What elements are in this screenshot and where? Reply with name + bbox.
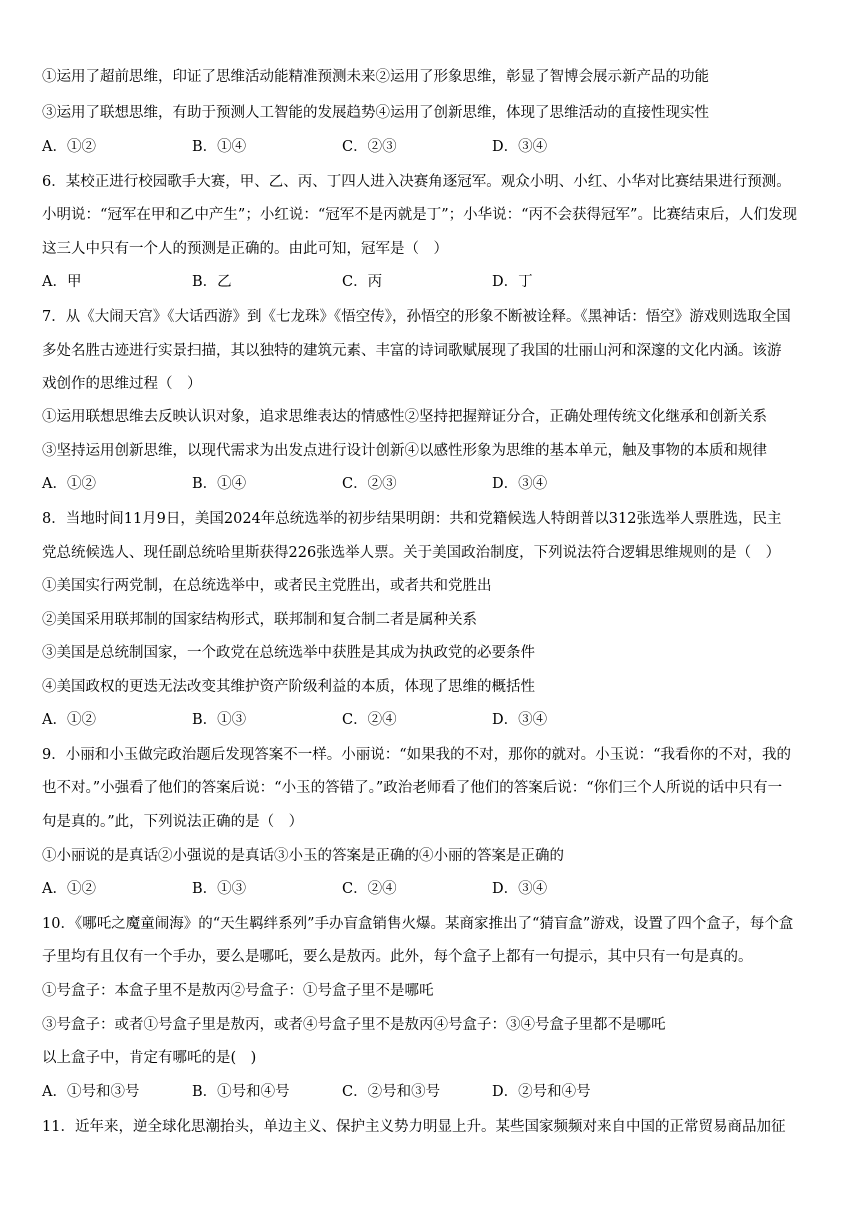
q9-option-b: B．①③ — [192, 881, 247, 897]
q6-option-c: C．丙 — [342, 274, 383, 290]
q5-options — [42, 137, 682, 157]
q10-option-a: A．①号和③号 — [42, 1084, 140, 1100]
q10-options — [42, 1082, 682, 1102]
q7-statement-1: ①运用联想思维去反映认识对象，追求思维表达的情感性②坚持把握辩证分合，正确处理传统文化继承和创新关系 — [42, 409, 767, 425]
q10-box-hint-1: ①号盒子：本盒子里不是敖丙②号盒子：①号盒子里不是哪吒 — [42, 983, 434, 999]
q6-option-d: D．丁 — [492, 274, 533, 290]
q11-line-1: 11．近年来，逆全球化思潮抬头，单边主义、保护主义势力明显上升。某些国家频频对来自中国的正常贸易商品加征 — [42, 1119, 786, 1135]
q7-options — [42, 474, 682, 494]
q9-option-a: A．①② — [42, 881, 96, 897]
q8-option-c: C．②④ — [342, 712, 397, 728]
q8-statement-2: ②美国采用联邦制的国家结构形式，联邦制和复合制二者是属种关系 — [42, 612, 477, 628]
q8-statement-1: ①美国实行两党制，在总统选举中，或者民主党胜出，或者共和党胜出 — [42, 578, 492, 594]
q10-question: 以上盒子中，肯定有哪吒的是( ) — [42, 1050, 257, 1066]
q7-statement-2: ③坚持运用创新思维，以现代需求为出发点进行设计创新④以感性形象为思维的基本单元，触及事物的本质和规律 — [42, 443, 767, 459]
q5-statement-1: ①运用了超前思维，印证了思维活动能精准预测未来②运用了形象思维，彰显了智博会展示新产品的功能 — [42, 69, 709, 85]
q7-option-a: A．①② — [42, 476, 96, 492]
q9-option-c: C．②④ — [342, 881, 397, 897]
q10-option-c: C．②号和③号 — [342, 1084, 441, 1100]
q6-option-a: A．甲 — [42, 274, 82, 290]
q9-options — [42, 879, 682, 899]
q8-options — [42, 710, 682, 730]
q7-line-2: 多处名胜古迹进行实景扫描，其以独特的建筑元素、丰富的诗词歌赋展现了我国的壮丽山河和深邃的文化内涵。该游 — [42, 343, 782, 359]
q6-option-b: B．乙 — [192, 274, 232, 290]
q10-line-2: 子里均有且仅有一个手办，要么是哪吒，要么是敖丙。此外，每个盒子上都有一句提示，其中只有一句是真的。 — [42, 949, 753, 965]
q7-option-d: D．③④ — [492, 476, 548, 492]
q10-option-d: D．②号和④号 — [492, 1084, 591, 1100]
q5-statement-2: ③运用了联想思维，有助于预测人工智能的发展趋势④运用了创新思维，体现了思维活动的直接性现实性 — [42, 105, 709, 121]
q9-option-d: D．③④ — [492, 881, 548, 897]
q9-line-3: 句是真的。”此，下列说法正确的是（ ） — [42, 814, 304, 830]
q7-option-b: B．①④ — [192, 476, 247, 492]
q5-option-c: C．②③ — [342, 139, 397, 155]
q7-option-c: C．②③ — [342, 476, 397, 492]
q8-option-b: B．①③ — [192, 712, 247, 728]
q8-line-2: 党总统候选人、现任副总统哈里斯获得226张选举人票。关于美国政治制度，下列说法符合逻辑思维规则的是（ ） — [42, 545, 781, 561]
q10-option-b: B．①号和④号 — [192, 1084, 290, 1100]
q9-statements: ①小丽说的是真话②小强说的是真话③小玉的答案是正确的④小丽的答案是正确的 — [42, 848, 564, 864]
q9-line-1: 9．小丽和小玉做完政治题后发现答案不一样。小丽说：“如果我的不对，那你的就对。小玉说：“我看你的不对，我的 — [42, 747, 792, 763]
q6-line-2: 小明说：“冠军在甲和乙中产生”；小红说：“冠军不是丙就是丁”；小华说：“丙不会获得冠军”。比赛结束后，人们发现 — [42, 207, 797, 223]
q8-statement-3: ③美国是总统制国家，一个政党在总统选举中获胜是其成为执政党的必要条件 — [42, 645, 535, 661]
q6-options — [42, 272, 682, 292]
q10-line-1: 10．《哪吒之魔童闹海》的“天生羁绊系列”手办盲盒销售火爆。某商家推出了“猜盲盒”游戏，设置了四个盒子，每个盒 — [42, 916, 794, 932]
q5-option-b: B．①④ — [192, 139, 247, 155]
q8-line-1: 8．当地时间11月9日，美国2024年总统选举的初步结果明朗：共和党籍候选人特朗普以312张选举人票胜选，民主 — [42, 511, 782, 527]
q8-statement-4: ④美国政权的更迭无法改变其维护资产阶级利益的本质，体现了思维的概括性 — [42, 679, 535, 695]
q7-line-3: 戏创作的思维过程（ ） — [42, 376, 202, 392]
q10-box-hint-2: ③号盒子：或者①号盒子里是敖丙，或者④号盒子里不是敖丙④号盒子：③④号盒子里都不是哪吒 — [42, 1017, 666, 1033]
q5-option-d: D．③④ — [492, 139, 548, 155]
q6-line-3: 这三人中只有一个人的预测是正确的。由此可知，冠军是（ ） — [42, 241, 448, 257]
q5-option-a: A．①② — [42, 139, 96, 155]
q7-line-1: 7．从《大闹天宫》《大话西游》到《七龙珠》《悟空传》，孙悟空的形象不断被诠释。《黑神话：悟空》游戏则选取全国 — [42, 309, 791, 325]
q9-line-2: 也不对。”小强看了他们的答案后说：“小玉的答错了。”政治老师看了他们的答案后说：“你们三个人所说的话中只有一 — [42, 780, 783, 796]
q8-option-a: A．①② — [42, 712, 96, 728]
q6-line-1: 6．某校正进行校园歌手大赛，甲、乙、丙、丁四人进入决赛角逐冠军。观众小明、小红、小华对比赛结果进行预测。 — [42, 174, 791, 190]
q8-option-d: D．③④ — [492, 712, 548, 728]
